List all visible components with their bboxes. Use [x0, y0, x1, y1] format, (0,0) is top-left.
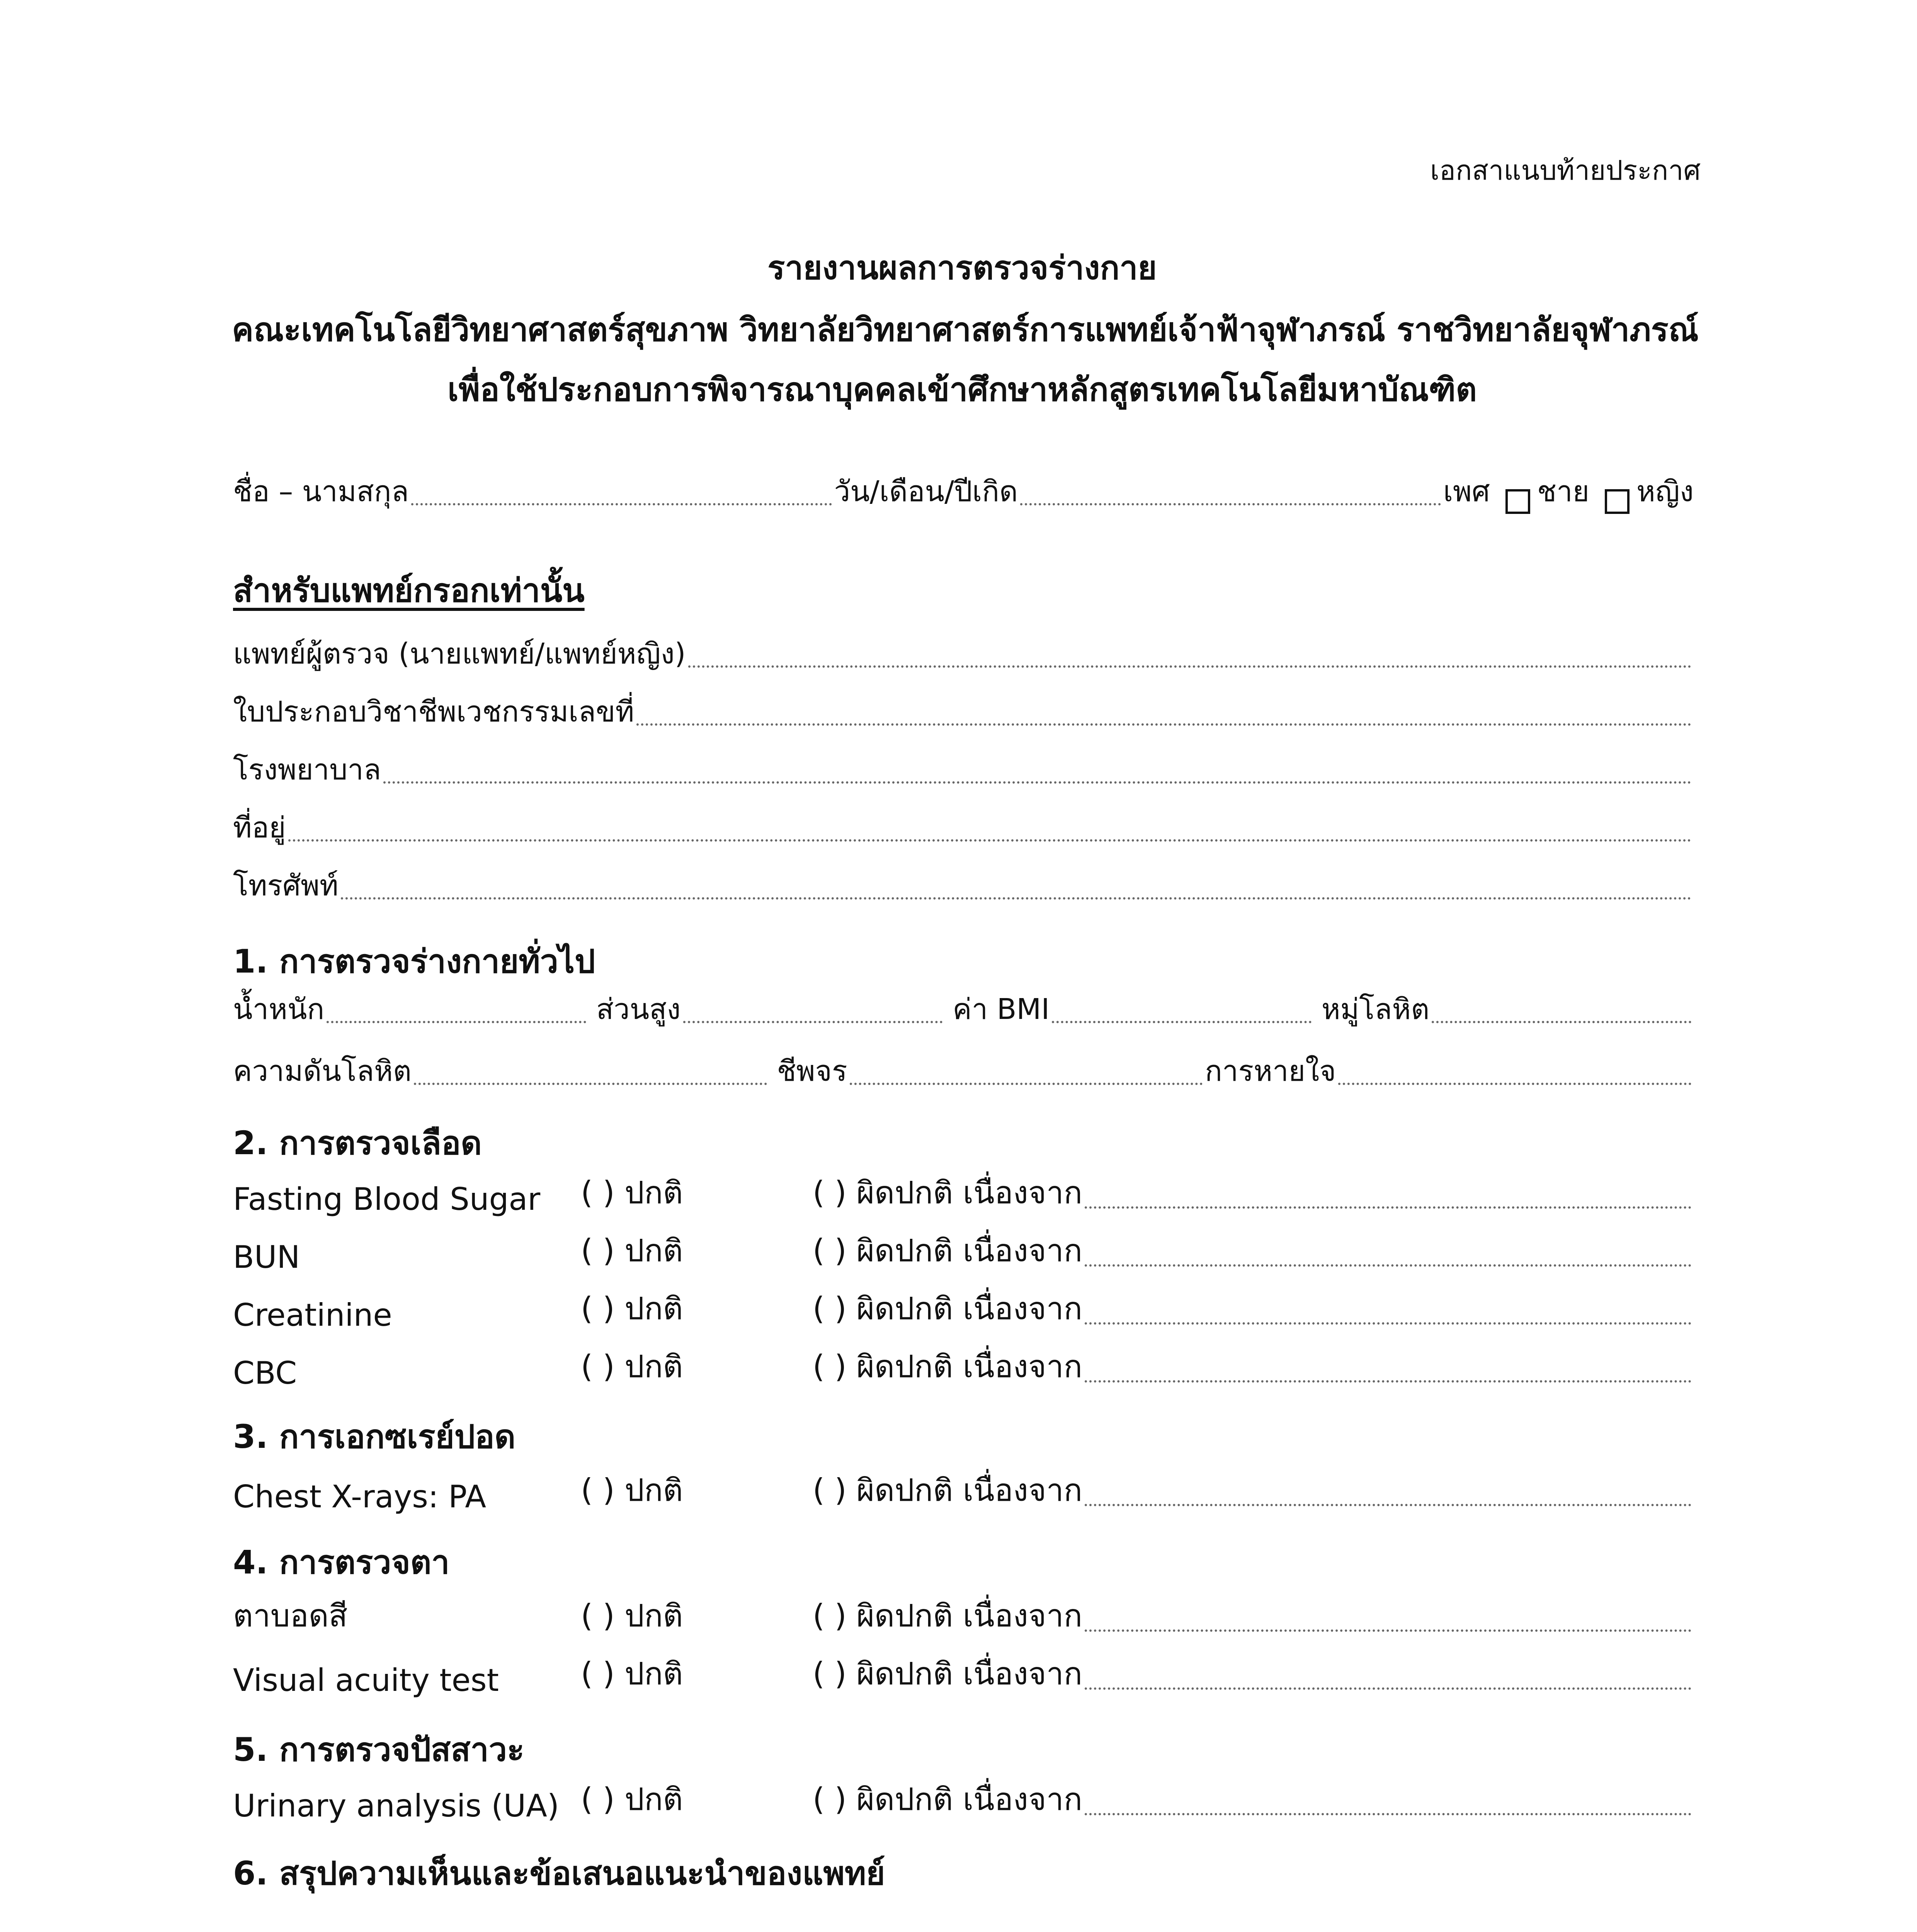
address-label: ที่อยู่: [233, 811, 286, 844]
result-row: [233, 1781, 1694, 1824]
phone-row: [233, 866, 1694, 908]
hospital-field[interactable]: [383, 781, 1691, 784]
abnormal-reason-field[interactable]: [1085, 1264, 1691, 1267]
male-label: ชาย: [1537, 475, 1590, 508]
license-field[interactable]: [636, 723, 1691, 726]
sex-label: เพศ: [1443, 475, 1490, 508]
test-name: ตาบอดสี: [233, 1598, 348, 1634]
normal-option[interactable]: ( ) ปกติ: [581, 1781, 683, 1817]
test-name: Visual acuity test: [233, 1662, 499, 1698]
summary-line: [233, 1905, 1694, 1932]
license-label: ใบประกอบวิชาชีพเวชกรรมเลขที่: [233, 695, 634, 728]
abnormal-option[interactable]: ( ) ผิดปกติ เนื่องจาก: [813, 1349, 1083, 1384]
normal-option[interactable]: ( ) ปกติ: [581, 1349, 683, 1384]
respiration-field[interactable]: [1338, 1083, 1691, 1085]
blood-group-label: หมู่โลหิต: [1321, 993, 1430, 1026]
normal-option[interactable]: ( ) ปกติ: [581, 1291, 683, 1327]
address-field[interactable]: [288, 839, 1691, 842]
blood-test-heading: 2. การตรวจเลือด: [233, 1124, 482, 1162]
abnormal-reason-field[interactable]: [1085, 1322, 1691, 1325]
result-row: [233, 1291, 1694, 1333]
result-row: [233, 1656, 1694, 1698]
pulse-field[interactable]: [850, 1083, 1203, 1085]
urine-test-heading: 5. การตรวจปัสสาวะ: [233, 1731, 525, 1769]
normal-option[interactable]: ( ) ปกติ: [581, 1472, 683, 1508]
doctor-name-field[interactable]: [688, 665, 1691, 668]
xray-heading: 3. การเอกซเรย์ปอด: [233, 1418, 516, 1456]
abnormal-reason-field[interactable]: [1085, 1687, 1691, 1690]
summary-heading: 6. สรุปความเห็นและข้อเสนอแนะนำของแพทย์: [233, 1854, 885, 1892]
bmi-label: ค่า BMI: [953, 993, 1050, 1026]
result-row: [233, 1175, 1694, 1217]
vitals-row-2: [233, 1051, 1694, 1094]
abnormal-option[interactable]: ( ) ผิดปกติ เนื่องจาก: [813, 1233, 1083, 1269]
result-row: [233, 1472, 1694, 1515]
blood-pressure-label: ความดันโลหิต: [233, 1054, 412, 1088]
applicant-row: [233, 471, 1694, 514]
faculty-line: คณะเทคโนโลยีวิทยาศาสตร์สุขภาพ วิทยาลัยวิทยาศาสตร์การแพทย์เจ้าฟ้าจุฬาภรณ์ ราชวิทยาลัยจุฬาภรณ์: [232, 311, 1699, 349]
name-field[interactable]: [411, 503, 832, 505]
abnormal-reason-field[interactable]: [1085, 1504, 1691, 1506]
abnormal-option[interactable]: ( ) ผิดปกติ เนื่องจาก: [813, 1598, 1083, 1634]
general-exam-heading: 1. การตรวจร่างกายทั่วไป: [233, 942, 595, 980]
abnormal-option[interactable]: ( ) ผิดปกติ เนื่องจาก: [813, 1175, 1083, 1211]
bmi-field[interactable]: [1052, 1021, 1311, 1023]
hospital-label: โรงพยาบาล: [233, 753, 381, 786]
name-label: ชื่อ – นามสกุล: [233, 475, 409, 508]
normal-option[interactable]: ( ) ปกติ: [581, 1598, 683, 1634]
doctor-name-row: [233, 634, 1694, 676]
eye-exam-heading: 4. การตรวจตา: [233, 1543, 450, 1581]
test-name: Urinary analysis (UA): [233, 1788, 560, 1824]
license-row: [233, 692, 1694, 734]
male-checkbox[interactable]: [1505, 489, 1530, 514]
abnormal-reason-field[interactable]: [1085, 1629, 1691, 1632]
abnormal-reason-field[interactable]: [1085, 1380, 1691, 1383]
normal-option[interactable]: ( ) ปกติ: [581, 1233, 683, 1269]
test-name: CBC: [233, 1355, 297, 1391]
female-label: หญิง: [1636, 475, 1694, 508]
abnormal-reason-field[interactable]: [1085, 1813, 1691, 1815]
blood-pressure-field[interactable]: [414, 1083, 767, 1085]
attachment-note: เอกสาแนบท้ายประกาศ: [1430, 155, 1701, 186]
abnormal-option[interactable]: ( ) ผิดปกติ เนื่องจาก: [813, 1656, 1083, 1692]
dob-label: วัน/เดือน/ปีเกิด: [834, 475, 1018, 508]
vitals-row-1: [233, 989, 1694, 1032]
hospital-row: [233, 750, 1694, 792]
abnormal-option[interactable]: ( ) ผิดปกติ เนื่องจาก: [813, 1781, 1083, 1817]
height-label: ส่วนสูง: [596, 993, 681, 1026]
normal-option[interactable]: ( ) ปกติ: [581, 1656, 683, 1692]
result-row: [233, 1233, 1694, 1275]
address-row: [233, 808, 1694, 850]
phone-field[interactable]: [341, 897, 1691, 900]
respiration-label: การหายใจ: [1205, 1054, 1336, 1088]
test-name: BUN: [233, 1239, 300, 1275]
phone-label: โทรศัพท์: [233, 869, 338, 902]
result-row: [233, 1598, 1694, 1640]
doctor-name-label: แพทย์ผู้ตรวจ (นายแพทย์/แพทย์หญิง): [233, 637, 686, 670]
test-name: Fasting Blood Sugar: [233, 1181, 541, 1217]
abnormal-option[interactable]: ( ) ผิดปกติ เนื่องจาก: [813, 1291, 1083, 1327]
normal-option[interactable]: ( ) ปกติ: [581, 1175, 683, 1211]
result-row: [233, 1349, 1694, 1391]
height-field[interactable]: [683, 1021, 943, 1023]
purpose-line: เพื่อใช้ประกอบการพิจารณาบุคคลเข้าศึกษาหลักสูตรเทคโนโลยีมหาบัณฑิต: [447, 371, 1477, 408]
pulse-label: ชีพจร: [777, 1054, 847, 1088]
weight-field[interactable]: [327, 1021, 586, 1023]
blood-group-field[interactable]: [1432, 1021, 1691, 1023]
abnormal-option[interactable]: ( ) ผิดปกติ เนื่องจาก: [813, 1472, 1083, 1508]
test-name: Chest X-rays: PA: [233, 1479, 486, 1515]
form-title: รายงานผลการตรวจร่างกาย: [767, 249, 1157, 287]
weight-label: น้ำหนัก: [233, 993, 325, 1026]
test-name: Creatinine: [233, 1297, 392, 1333]
doctor-only-heading: สำหรับแพทย์กรอกเท่านั้น: [233, 571, 585, 609]
female-checkbox[interactable]: [1605, 489, 1630, 514]
dob-field[interactable]: [1020, 503, 1441, 505]
abnormal-reason-field[interactable]: [1085, 1206, 1691, 1209]
